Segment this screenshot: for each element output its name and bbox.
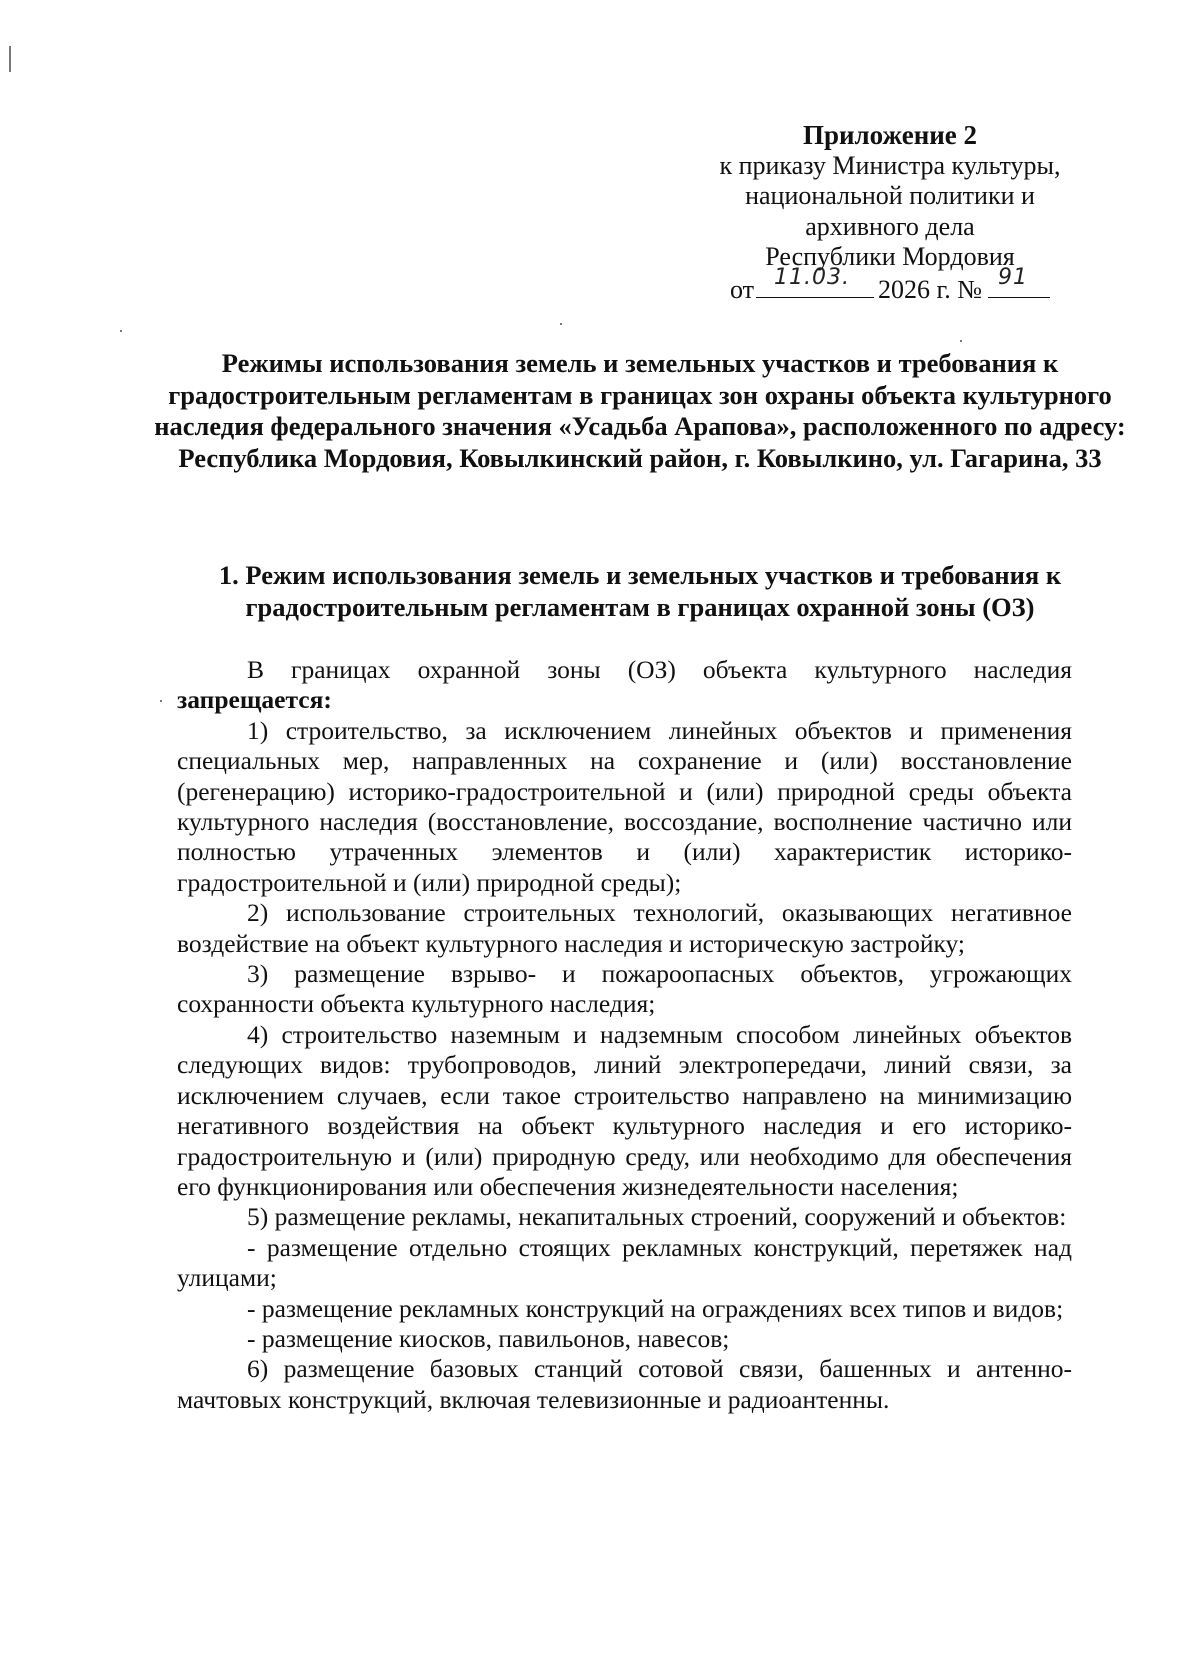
date-prefix: от <box>729 274 754 304</box>
handwritten-number: 91 <box>998 265 1029 290</box>
section-title: 1. Режим использования земель и земельных участков и требования к градостроительным регламентам в границах охранной зоны (ОЗ) <box>218 560 1062 622</box>
handwritten-date: 11.03. <box>773 265 850 290</box>
intro-text: В границах охранной зоны (ОЗ) объекта культурного наследия <box>247 655 1072 684</box>
appendix-title: Приложение 2 <box>802 120 978 150</box>
scan-mark <box>560 323 562 325</box>
list-item: - размещение рекламных конструкций на ограждениях всех типов и видов; <box>247 1293 1064 1323</box>
appendix-line: к приказу Министра культуры, <box>719 150 1061 180</box>
list-item: 4) строительство наземным и надземным способом линейных объектов следующих видов: трубопроводов, линий электропередачи, линий связи, за исключением случаев, если такое строительство направлено на минимизацию негативного воздействия на объект культурного наследия и его историко-градостроительную и (или) природную среду, или необходимо для обеспечения его функционирования или обеспечения жизнедеятельности населения; <box>177 1019 1072 1201</box>
appendix-line: архивного дела <box>805 211 975 241</box>
appendix-line: Республики Мордовия <box>765 242 1015 271</box>
list-item: 5) размещение рекламы, некапитальных строений, сооружений и объектов: <box>247 1202 1067 1232</box>
list-item: 2) использование строительных технологий, оказывающих негативное воздействие на объект культурного наследия и историческую застройку; <box>177 898 1072 958</box>
list-item: 3) размещение взрыво- и пожароопасных объектов, угрожающих сохранности объекта культурного наследия; <box>177 959 1072 1019</box>
scan-mark <box>160 700 162 702</box>
document-title: Режимы использования земель и земельных участков и требования к градостроительным регламентам в границах зон охраны объекта культурного наследия федерального значения «Усадьба Арапова», расположенного по адресу: Республика Мордовия, Ковылкинский район, г. Ковылкино, ул. Гагарина, 33 <box>154 348 1126 473</box>
intro-bold: запрещается: <box>177 685 332 715</box>
list-item: 1) строительство, за исключением линейных объектов и применения специальных мер, направленных на сохранение и (или) восстановление (регенерацию) историко-градостроительной и (или) природной среды объекта культурного наследия (восстановление, воссоздание, восполнение частично или полностью утраченных элементов и (или) характеристик историко-градостроительной и (или) природной среды); <box>177 715 1072 897</box>
date-field <box>756 265 874 298</box>
list-item: - размещение отдельно стоящих рекламных конструкций, перетяжек над улицами; <box>177 1232 1072 1293</box>
body-text <box>177 655 1072 1415</box>
scan-mark <box>120 330 122 332</box>
order-date-number-line <box>650 265 1130 306</box>
appendix-line: национальной политики и <box>745 181 1035 210</box>
intro-paragraph <box>177 655 1072 716</box>
year-and-number-label: 2026 г. № <box>877 274 983 304</box>
list-item: 6) размещение базовых станций сотовой связи, башенных и антенно-мачтовых конструкций, включая телевизионные и радиоантенны. <box>177 1354 1072 1414</box>
scan-mark <box>960 340 962 342</box>
number-field <box>988 265 1050 298</box>
scan-mark <box>9 46 11 72</box>
list-item: - размещение киосков, павильонов, навесов; <box>247 1323 730 1353</box>
appendix-block <box>650 120 1130 305</box>
